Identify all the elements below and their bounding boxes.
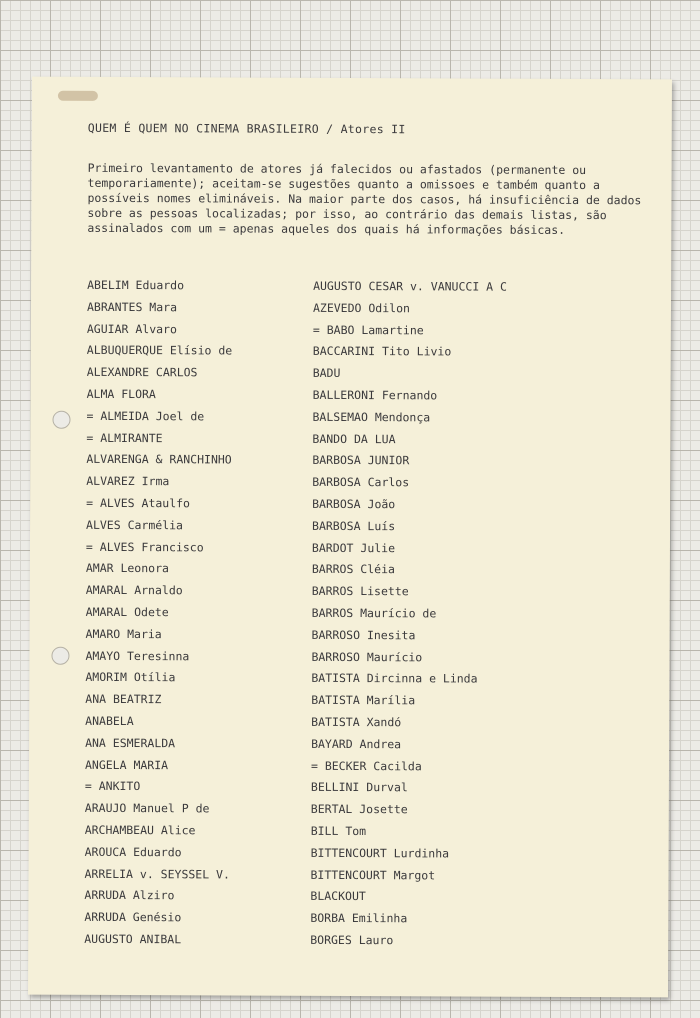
name-entry: ABRANTES Mara — [86, 299, 178, 315]
name-entry: BACCARINI Tito Livio — [312, 344, 452, 359]
name-entry: AROUCA Eduardo — [84, 844, 182, 859]
typewritten-page — [28, 77, 672, 998]
name-entry: ARRELIA v. SEYSSEL V. — [84, 866, 230, 881]
name-entry: BARROS Lisette — [311, 583, 409, 599]
name-entry: ABELIM Eduardo — [87, 277, 185, 293]
name-entry: = BECKER Cacilda — [310, 758, 422, 773]
punch-hole-top — [52, 411, 70, 429]
tape-mark — [58, 91, 98, 101]
name-entry: = ALMEIDA Joel de — [86, 408, 205, 424]
name-entry: BALLERONI Fernando — [312, 387, 438, 403]
name-entry: BADU — [312, 366, 341, 381]
name-entry: BARROS Cléia — [311, 562, 395, 577]
name-entry: AZEVEDO Odilon — [312, 300, 410, 316]
name-entry: BATISTA Dircinna e Linda — [311, 671, 478, 686]
name-entry: ANGELA MARIA — [84, 757, 169, 772]
name-entry: = ALVES Ataulfo — [86, 495, 191, 511]
intro-paragraph: Primeiro levantamento de atores já falecidos ou afastados (permanente ou temporariamente); aceitam-se sugestões quanto a omissoes e também quanto a possíveis nomes elimináveis. Na maior parte dos casos, há insuficiência de dados sobre as pessoas localizadas; por isso, ao contrário das demais listas, são assinalados com um = apenas aqueles dos quais há informações básicas. — [87, 160, 642, 237]
name-entry: AMORIM Otília — [85, 670, 176, 685]
name-entry: BLACKOUT — [310, 889, 366, 904]
name-entry: ALVARENGA & RANCHINHO — [86, 452, 232, 467]
name-entry: ARAUJO Manuel P de — [84, 800, 210, 816]
name-entry: BAYARD Andrea — [311, 736, 402, 751]
name-entry: AMARAL Odete — [85, 604, 169, 620]
name-entry: ANA BEATRIZ — [85, 691, 162, 707]
right-name-column — [310, 276, 507, 953]
name-entry: BELLINI Durval — [310, 780, 408, 795]
name-entry: AMARO Maria — [85, 626, 162, 641]
name-entry: = BABO Lamartine — [312, 322, 424, 337]
name-entry: BITTENCOURT Lurdinha — [310, 845, 450, 861]
name-entry: AMAR Leonora — [85, 561, 169, 576]
name-entry: BARBOSA Carlos — [312, 475, 410, 490]
name-entry: ALVES Carmélia — [86, 517, 184, 533]
name-entry: BORBA Emilinha — [310, 910, 408, 926]
name-entry: AMARAL Arnaldo — [85, 583, 183, 598]
name-entry: BITTENCOURT Margot — [310, 867, 436, 882]
name-entry: ALEXANDRE CARLOS — [86, 365, 198, 380]
name-entry: BARBOSA João — [312, 496, 396, 512]
name-entry: = ALVES Francisco — [85, 539, 204, 554]
name-entry: BORGES Lauro — [310, 932, 394, 948]
name-entry: BERTAL Josette — [310, 801, 408, 817]
name-entry: BALSEMAO Mendonça — [312, 409, 431, 425]
name-entry: BARBOSA Luís — [312, 518, 396, 533]
name-entry: AUGUSTO CESAR v. VANUCCI A C — [313, 278, 507, 294]
name-entry: = ALMIRANTE — [86, 430, 163, 445]
name-entry: ANA ESMERALDA — [85, 735, 176, 750]
name-entry: = ANKITO — [84, 779, 141, 794]
name-entry: AMAYO Teresinna — [85, 648, 190, 663]
name-entry: BARROSO Inesita — [311, 627, 416, 643]
name-entry: ARCHAMBEAU Alice — [84, 822, 196, 838]
name-entry: ANABELA — [85, 713, 134, 728]
page-title: QUEM É QUEM NO CINEMA BRASILEIRO / Atores II — [87, 120, 406, 137]
name-entry: BATISTA Marília — [311, 692, 416, 708]
name-entry: BARROS Maurício de — [311, 605, 437, 621]
name-entry: ARRUDA Alziro — [84, 888, 175, 903]
name-entry: BATISTA Xandó — [311, 714, 402, 730]
name-entry: BARROSO Maurício — [311, 649, 423, 664]
name-entry: BARBOSA JUNIOR — [312, 453, 410, 468]
name-entry: ARRUDA Genésio — [84, 909, 182, 925]
left-name-column — [84, 275, 232, 951]
name-entry: BARDOT Julie — [311, 540, 396, 555]
punch-hole-bottom — [51, 647, 69, 665]
name-entry: BILL Tom — [310, 823, 367, 838]
name-entry: ALBUQUERQUE Elísio de — [86, 343, 233, 358]
name-entry: AGUIAR Alvaro — [86, 321, 177, 336]
name-entry: ALVAREZ Irma — [86, 474, 170, 489]
name-entry: AUGUSTO ANIBAL — [84, 931, 182, 947]
name-entry: ALMA FLORA — [86, 386, 156, 402]
name-entry: BANDO DA LUA — [312, 431, 396, 446]
